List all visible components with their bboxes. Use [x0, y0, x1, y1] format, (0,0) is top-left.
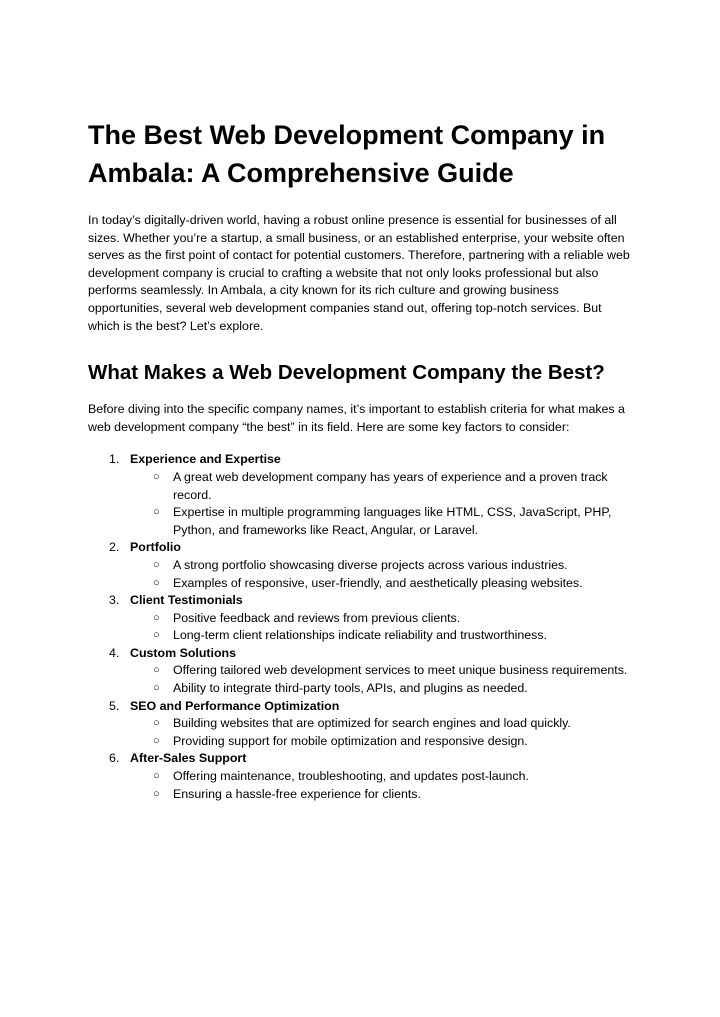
- sub-item-text: A great web development company has years of experience and a proven track record.: [173, 469, 608, 502]
- sub-item-text: Long-term client relationships indicate reliability and trustworthiness.: [173, 628, 547, 643]
- document-content: [88, 116, 636, 803]
- circle-bullet-icon: ○: [153, 682, 160, 695]
- sub-item-text: Ability to integrate third-party tools, APIs, and plugins as needed.: [173, 681, 528, 696]
- sub-list-item: [130, 575, 636, 593]
- list-item: [88, 451, 636, 539]
- sub-list-item: [130, 469, 636, 504]
- list-number: 3.: [109, 593, 120, 608]
- circle-bullet-icon: ○: [153, 611, 160, 624]
- sub-item-text: Ensuring a hassle-free experience for clients.: [173, 786, 421, 801]
- circle-bullet-icon: ○: [153, 787, 160, 800]
- sub-list: [130, 557, 636, 592]
- sub-list-item: [130, 786, 636, 804]
- factor-title: After-Sales Support: [130, 751, 247, 766]
- sub-list-item: [130, 733, 636, 751]
- sub-item-text: Positive feedback and reviews from previous clients.: [173, 610, 461, 625]
- sub-list: [130, 469, 636, 539]
- page-title: The Best Web Development Company in Ambala: A Comprehensive Guide: [88, 120, 606, 188]
- list-item: [88, 592, 636, 645]
- sub-list: [130, 610, 636, 645]
- list-item: [88, 750, 636, 803]
- circle-bullet-icon: ○: [153, 576, 160, 589]
- factor-title: SEO and Performance Optimization: [130, 698, 340, 713]
- sub-list: [130, 662, 636, 697]
- list-number: 1.: [109, 452, 120, 467]
- sub-item-text: Offering maintenance, troubleshooting, and updates post-launch.: [173, 769, 529, 784]
- list-number: 6.: [109, 751, 120, 766]
- factor-list: [88, 451, 636, 803]
- circle-bullet-icon: ○: [153, 558, 160, 571]
- sub-item-text: Expertise in multiple programming languages like HTML, CSS, JavaScript, PHP, Python, and frameworks like React, Angular, or Laravel.: [173, 505, 612, 537]
- sub-item-text: Building websites that are optimized for search engines and load quickly.: [173, 716, 571, 731]
- list-number: 4.: [109, 645, 120, 660]
- sub-list-item: [130, 768, 636, 786]
- list-number: 2.: [109, 540, 120, 555]
- sub-list-item: [130, 557, 636, 575]
- sub-list-item: [130, 504, 636, 539]
- sub-list-item: [130, 662, 636, 680]
- criteria-intro-paragraph: Before diving into the specific company names, it’s important to establish criteria for what makes a web development company “the best” in its field. Here are some key factors to consider:: [88, 402, 625, 434]
- list-item: [88, 698, 636, 751]
- circle-bullet-icon: ○: [153, 506, 160, 519]
- sub-item-text: Providing support for mobile optimization and responsive design.: [173, 733, 528, 748]
- factor-title: Custom Solutions: [130, 645, 237, 660]
- circle-bullet-icon: ○: [153, 629, 160, 642]
- circle-bullet-icon: ○: [153, 770, 160, 783]
- sub-item-text: Examples of responsive, user-friendly, and aesthetically pleasing websites.: [173, 575, 583, 590]
- sub-list-item: [130, 610, 636, 628]
- sub-list: [130, 768, 636, 803]
- sub-list-item: [130, 680, 636, 698]
- factor-title: Portfolio: [130, 540, 181, 555]
- sub-list: [130, 715, 636, 750]
- factor-title: Client Testimonials: [130, 593, 243, 608]
- list-number: 5.: [109, 698, 120, 713]
- circle-bullet-icon: ○: [153, 717, 160, 730]
- list-item: [88, 645, 636, 698]
- circle-bullet-icon: ○: [153, 734, 160, 747]
- intro-paragraph: In today’s digitally-driven world, having a robust online presence is essential for businesses of all sizes. Whether you’re a startup, a small business, or an established enterprise, your website often serves as the first point of contact for potential customers. Therefore, partnering with a reliable web development company is crucial to crafting a website that not only looks professional but also performs seamlessly. In Ambala, a city known for its rich culture and growing business opportunities, several web development companies stand out, offering top-notch services. But which is the best? Let’s explore.: [88, 213, 630, 333]
- list-item: [88, 539, 636, 592]
- sub-item-text: Offering tailored web development services to meet unique business requirements.: [173, 663, 628, 678]
- sub-item-text: A strong portfolio showcasing diverse projects across various industries.: [173, 557, 568, 572]
- section-heading: What Makes a Web Development Company the Best?: [88, 361, 605, 385]
- circle-bullet-icon: ○: [153, 664, 160, 677]
- factor-title: Experience and Expertise: [130, 452, 281, 467]
- circle-bullet-icon: ○: [153, 470, 160, 483]
- sub-list-item: [130, 715, 636, 733]
- sub-list-item: [130, 627, 636, 645]
